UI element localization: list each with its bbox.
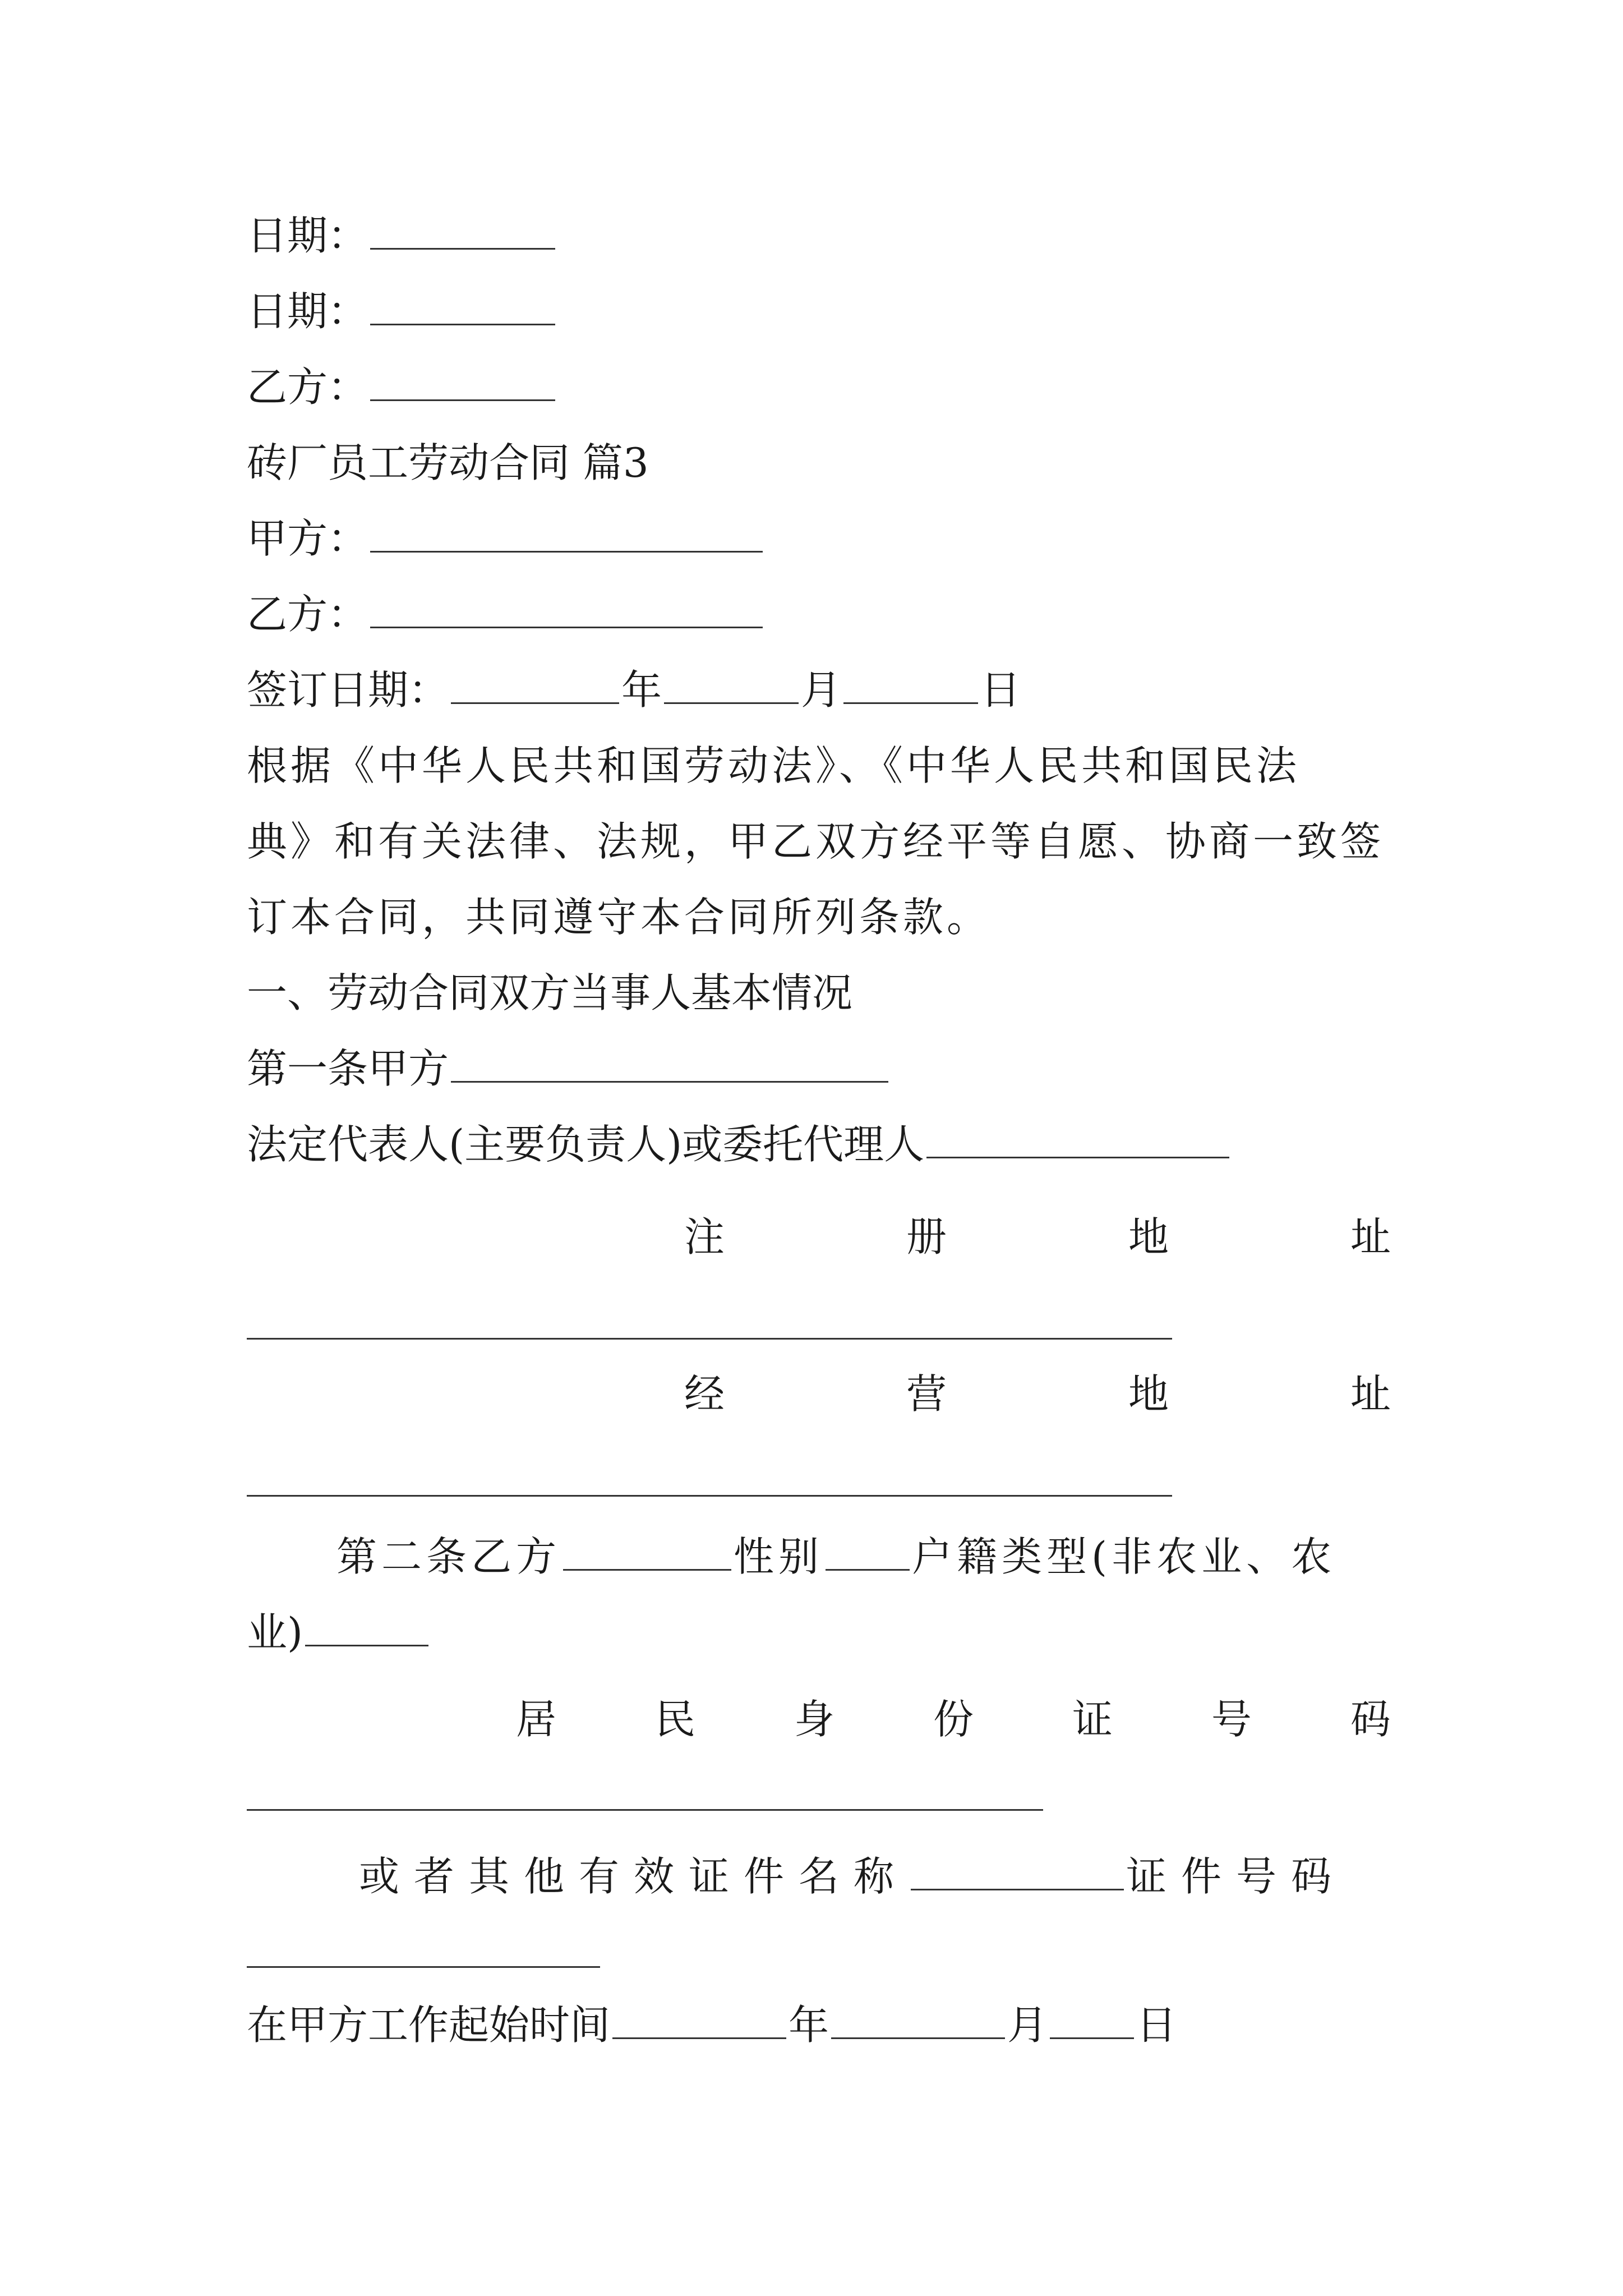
- year-label: 年: [621, 666, 662, 714]
- registered-address-label: 注 册 地 址: [684, 1213, 1391, 1260]
- heading-basic-info: 一、劳动合同双方当事人基本情况: [247, 969, 853, 1016]
- paragraph-line-3: 订本合同，共同遵守本合同所列条款。: [247, 894, 991, 941]
- business-address-blank[interactable]: [247, 1495, 1172, 1497]
- article-2-line-cont: 业): [247, 1596, 1391, 1669]
- hukou-blank[interactable]: [305, 1605, 428, 1646]
- month-label: 月: [801, 666, 842, 714]
- day-label: 日: [980, 666, 1021, 714]
- legal-rep-line: 法定代表人(主要负责人)或委托代理人: [247, 1108, 1391, 1181]
- party-b-line-2: [247, 578, 1391, 651]
- party-b-label: 乙方：: [247, 364, 368, 411]
- party-a-line: [247, 502, 1391, 575]
- month-blank[interactable]: [664, 663, 799, 704]
- start-day-blank[interactable]: [1050, 1998, 1134, 2039]
- start-year-blank[interactable]: [612, 1998, 786, 2039]
- registered-address-blank[interactable]: [247, 1338, 1172, 1340]
- party-a-name-blank[interactable]: [451, 1042, 888, 1083]
- legal-rep-blank[interactable]: [926, 1117, 1229, 1158]
- date-blank[interactable]: [370, 209, 555, 250]
- id-number-label: 居 民 身 份 证 号 码: [516, 1696, 1391, 1743]
- article-1-line: 第一条甲方: [247, 1032, 1391, 1105]
- party-b-line-1: [247, 351, 1391, 424]
- party-a-blank[interactable]: [370, 512, 763, 553]
- date-label: 日期：: [247, 212, 368, 259]
- party-a-label: 甲方：: [247, 515, 368, 562]
- paragraph-line-1: 根据《中华人民共和国劳动法》、《中华人民共和国民法: [247, 742, 1301, 789]
- start-month-blank[interactable]: [831, 1998, 1005, 2039]
- other-cert-line: 或者其他有效证件名称 证件号码: [359, 1840, 1503, 1913]
- party-b-name-blank[interactable]: [563, 1530, 731, 1571]
- article-2-line: 第二条乙方 性别 户籍类型(非农业、农: [336, 1520, 1481, 1593]
- date-line-1: [247, 199, 1391, 272]
- cert-number-blank[interactable]: [247, 1966, 600, 1968]
- party-b-blank[interactable]: [370, 587, 763, 628]
- party-b-blank[interactable]: [370, 360, 555, 401]
- date-label: 日期：: [247, 288, 368, 335]
- start-time-line: 在甲方工作起始时间 年 月 日: [247, 1989, 1391, 2062]
- paragraph-line-2: 典》和有关法律、法规，甲乙双方经平等自愿、协商一致签: [247, 818, 1385, 865]
- id-number-blank[interactable]: [247, 1809, 1043, 1811]
- sign-date-label: 签订日期：: [247, 666, 449, 714]
- section-title: 砖厂员工劳动合同 篇3: [247, 439, 649, 486]
- year-blank[interactable]: [451, 663, 619, 704]
- sign-date-line: [247, 654, 1391, 726]
- gender-blank[interactable]: [826, 1530, 910, 1571]
- date-blank[interactable]: [370, 284, 555, 325]
- date-line-2: [247, 275, 1391, 348]
- business-address-label: 经 营 地 址: [684, 1370, 1391, 1418]
- day-blank[interactable]: [843, 663, 978, 704]
- party-b-label: 乙方：: [247, 591, 368, 638]
- cert-name-blank[interactable]: [911, 1849, 1124, 1890]
